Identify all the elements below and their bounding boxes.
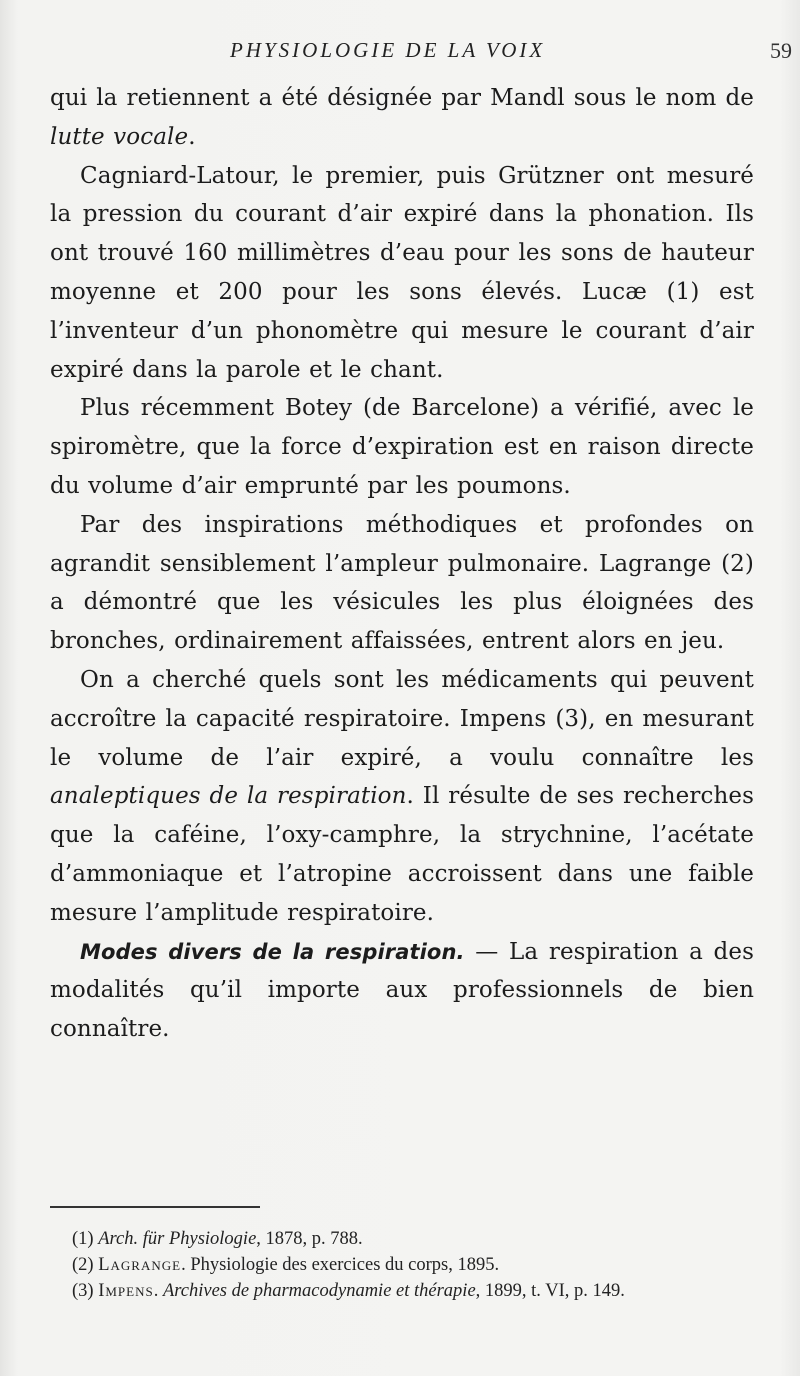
footnote-separator	[50, 1206, 260, 1208]
footnote-3-ref: , 1899, t. VI, p. 149.	[475, 1281, 625, 1301]
paragraph-4: Par des inspirations méthodiques et profondes on agrandit sensiblement l’ampleur pulmonaire. Lagrange (2) a démontré que les vésicules les plus éloignées des bronches, ordinairement affaissées, entrent alors en jeu.	[50, 511, 754, 655]
paragraph-5	[50, 661, 754, 933]
footnote-1-title: Arch. für Physiologie	[98, 1229, 257, 1249]
footnote-1	[50, 1226, 756, 1252]
paragraph-5-italic-term: analeptiques de la respiration	[50, 783, 407, 810]
paragraph-5-text: On a cherché quels sont les médicaments qui peuvent accroître la capacité respiratoire. Impens (3), en mesurant le volume de l’air expiré, a voulu connaître les	[50, 666, 754, 771]
running-title: PHYSIOLOGIE DE LA VOIX	[230, 38, 546, 62]
paragraph-2: Cagniard-Latour, le premier, puis Grützner ont mesuré la pression du courant d’air expiré dans la phonation. Ils ont trouvé 160 millimètres d’eau pour les sons de hauteur moyenne et 200 pour les sons élevés. Lucæ (1) est l’inventeur d’un phonomètre qui mesure le courant d’air expiré dans la parole et le chant.	[50, 162, 754, 383]
footnote-2-mark: (2)	[72, 1255, 99, 1275]
footnotes	[50, 1226, 756, 1304]
footnote-2-ref: . Physiologie des exercices du corps, 1895.	[181, 1255, 500, 1275]
paragraph-1-text: qui la retiennent a été désignée par Mandl sous le nom de	[50, 85, 754, 111]
page-header	[0, 38, 800, 78]
paragraph-6-text: — La respiration a des modalités qu’il importe aux professionnels de bien connaître.	[50, 938, 754, 1043]
footnote-1-mark: (1)	[72, 1229, 99, 1249]
page-number: 59	[770, 38, 792, 63]
paragraph-6	[50, 933, 754, 1049]
footnote-3-title: Archives de pharmacodynamie et thérapie	[162, 1281, 476, 1301]
paragraph-5-end: . Il résulte de ses recherches que la caféine, l’oxy-camphre, la strychnine, l’acétate d’ammoniaque et l’atropine accroissent dans une faible mesure l’amplitude respiratoire.	[50, 783, 754, 926]
paragraph-1-italic-term: lutte vocale	[50, 123, 189, 150]
section-heading: Modes divers de la respiration.	[80, 939, 465, 964]
footnote-3-author: Impens	[98, 1281, 154, 1301]
paragraph-3: Plus récemment Botey (de Barcelone) a vérifié, avec le spiromètre, que la force d’expiration est en raison directe du volume d’air emprunté par les poumons.	[50, 395, 754, 499]
body-text	[50, 79, 754, 1049]
paragraph-1-end: .	[188, 123, 196, 150]
footnote-3-sep: .	[153, 1281, 163, 1301]
paragraph-1	[50, 79, 754, 157]
footnote-3	[50, 1278, 756, 1304]
footnote-3-mark: (3)	[72, 1281, 99, 1301]
footnote-2	[50, 1252, 756, 1278]
footnote-2-author: Lagrange	[98, 1255, 182, 1275]
footnote-1-ref: , 1878, p. 788.	[256, 1229, 363, 1249]
